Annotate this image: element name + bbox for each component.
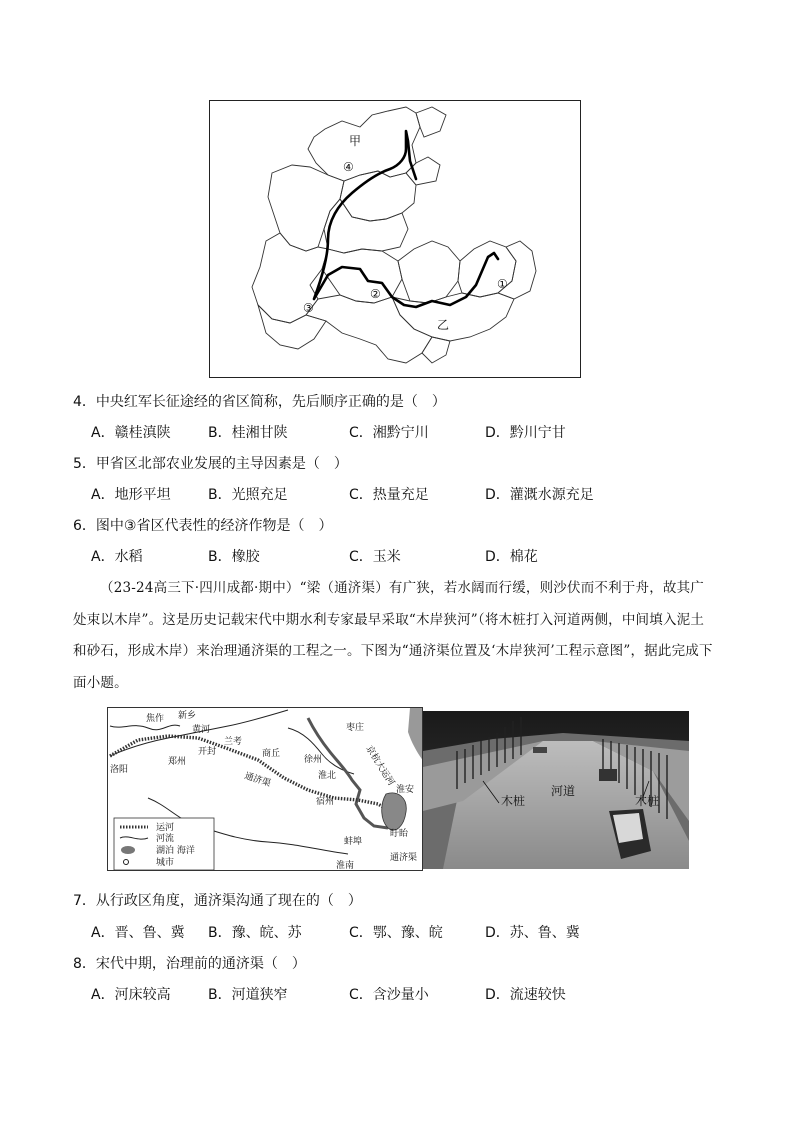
label-2: ② bbox=[370, 287, 381, 301]
wooden-bank-illustration-svg bbox=[423, 711, 689, 869]
question-7-option-d[interactable]: D．苏、鲁、冀 bbox=[485, 925, 580, 941]
question-5-stem: 5．甲省区北部农业发展的主导因素是（ ） bbox=[73, 456, 348, 472]
label-1: ① bbox=[497, 277, 508, 291]
legend-canal: 运河 bbox=[156, 823, 175, 833]
question-5-option-d[interactable]: D．灌溉水源充足 bbox=[485, 487, 594, 503]
question-7-option-a[interactable]: A．晋、鲁、冀 bbox=[91, 925, 185, 941]
sea-area bbox=[408, 708, 423, 762]
tongji-canal-map bbox=[107, 707, 423, 871]
question-8-option-c[interactable]: C．含沙量小 bbox=[349, 987, 429, 1003]
map2-city-xinxiang: 新乡 bbox=[178, 711, 197, 721]
map2-label-grand-canal: 京杭大运河 bbox=[363, 744, 396, 788]
question-4-option-b[interactable]: B．桂湘甘陕 bbox=[208, 425, 288, 441]
wooden-bank-illustration bbox=[423, 711, 689, 869]
map2-city-lankao: 兰考 bbox=[224, 737, 243, 747]
distant-boat bbox=[533, 747, 547, 753]
question-6-stem: 6．图中③省区代表性的经济作物是（ ） bbox=[73, 518, 333, 534]
long-march-route-line bbox=[314, 131, 498, 307]
hongze-lake bbox=[382, 793, 407, 830]
question-8-option-b[interactable]: B．河道狭窄 bbox=[208, 987, 288, 1003]
long-march-map-svg bbox=[210, 101, 581, 378]
label-jia: 甲 bbox=[349, 134, 362, 148]
label-4: ④ bbox=[343, 160, 354, 174]
question-7-stem: 7．从行政区角度，通济渠沟通了现在的（ ） bbox=[73, 893, 362, 909]
middle-boat bbox=[599, 769, 617, 781]
photo-label-stake-right: 木桩 bbox=[635, 794, 660, 808]
question-8-stem: 8．宋代中期，治理前的通济渠（ ） bbox=[73, 956, 306, 972]
question-4-option-c[interactable]: C．湘黔宁川 bbox=[349, 425, 429, 441]
map2-label-huanghe: 黄河 bbox=[192, 725, 211, 735]
map2-city-huaibei: 淮北 bbox=[318, 771, 337, 781]
question-7-option-c[interactable]: C．鄂、豫、皖 bbox=[349, 925, 443, 941]
question-4-option-a[interactable]: A．赣桂滇陕 bbox=[91, 425, 171, 441]
tongji-canal-map-svg bbox=[108, 708, 423, 871]
passage-line-1: （23-24高三下·四川成都·期中）“梁（通济渠）有广狭，若水阔而行缓，则沙伏而不利于舟，故其广 bbox=[100, 580, 705, 596]
photo-label-stake-left: 木桩 bbox=[501, 794, 526, 808]
question-8-option-d[interactable]: D．流速较快 bbox=[485, 987, 566, 1003]
map2-city-bengbu: 蚌埠 bbox=[344, 837, 363, 847]
question-6-option-c[interactable]: C．玉米 bbox=[349, 549, 401, 565]
question-8-option-a[interactable]: A．河床较高 bbox=[91, 987, 171, 1003]
question-5-option-c[interactable]: C．热量充足 bbox=[349, 487, 429, 503]
map2-city-huaian: 淮安 bbox=[396, 785, 415, 795]
province-boundaries bbox=[252, 107, 536, 363]
label-yi: 乙 bbox=[437, 318, 450, 332]
question-6-option-d[interactable]: D．棉花 bbox=[485, 549, 538, 565]
map2-city-kaifeng: 开封 bbox=[198, 747, 217, 757]
map2-legend bbox=[114, 818, 214, 870]
map2-city-luoyang: 洛阳 bbox=[110, 765, 129, 775]
legend-river: 河流 bbox=[156, 834, 175, 844]
question-4-stem: 4．中央红军长征途经的省区简称，先后顺序正确的是（ ） bbox=[73, 394, 446, 410]
question-7-option-b[interactable]: B．豫、皖、苏 bbox=[208, 925, 302, 941]
map2-city-zaozhuang: 枣庄 bbox=[346, 723, 365, 733]
map2-city-shangqiu: 商丘 bbox=[262, 749, 281, 759]
passage-line-2: 处束以木岸”。这是历史记载宋代中期水利专家最早采取“木岸狭河”（将木桩打入河道两侧，中间填入泥土 bbox=[73, 612, 705, 628]
question-5-option-a[interactable]: A．地形平坦 bbox=[91, 487, 171, 503]
question-4-option-d[interactable]: D．黔川宁甘 bbox=[485, 425, 566, 441]
map2-label-tongjiqu: 通济渠 bbox=[243, 771, 272, 790]
legend-lake-sea: 湖泊 海洋 bbox=[156, 846, 195, 856]
question-6-option-a[interactable]: A．水稻 bbox=[91, 549, 143, 565]
passage-line-3: 和砂石，形成木岸）来治理通济渠的工程之一。下图为“通济渠位置及‘木岸狭河’工程示意图”，据此完成下 bbox=[73, 643, 713, 659]
map2-city-jiaozuo: 焦作 bbox=[146, 714, 165, 724]
passage-line-4: 面小题。 bbox=[73, 675, 128, 691]
map2-label-tongjiqu-2: 通济渠 bbox=[390, 853, 418, 863]
map2-city-zhengzhou: 郑州 bbox=[168, 757, 187, 767]
map2-city-huainan: 淮南 bbox=[336, 861, 355, 871]
photo-label-channel: 河道 bbox=[551, 784, 576, 798]
long-march-map bbox=[209, 100, 581, 378]
question-6-option-b[interactable]: B．橡胶 bbox=[208, 549, 260, 565]
question-5-option-b[interactable]: B．光照充足 bbox=[208, 487, 288, 503]
label-3: ③ bbox=[303, 301, 314, 315]
map2-city-suzhou: 宿州 bbox=[316, 797, 335, 807]
map2-city-xuzhou: 徐州 bbox=[304, 755, 323, 765]
legend-city: 城市 bbox=[156, 858, 175, 868]
map2-city-xuyi: 盱眙 bbox=[390, 829, 409, 839]
